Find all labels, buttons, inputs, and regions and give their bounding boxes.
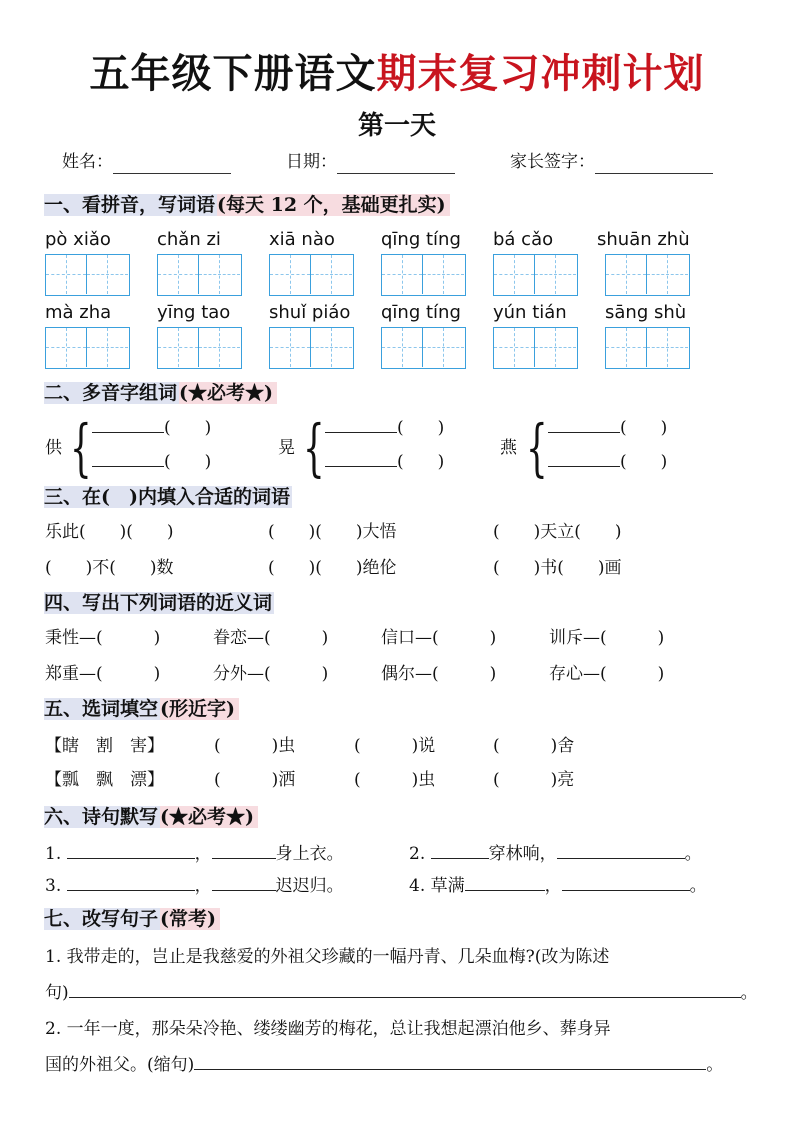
punct: 。 <box>689 876 707 896</box>
section7-heading <box>44 904 220 934</box>
question-tail: 国的外祖父。(缩句) <box>45 1055 195 1075</box>
fill-item[interactable]: ( )舍 <box>493 736 575 756</box>
paren-blank[interactable]: ( ) <box>620 452 668 472</box>
answer-blank[interactable] <box>212 876 276 891</box>
writing-grid[interactable] <box>605 327 690 369</box>
writing-grid[interactable] <box>269 327 354 369</box>
polyphone-row[interactable] <box>548 450 667 474</box>
word-choice-set: 【瞎 割 害】 <box>45 736 164 756</box>
writing-grid[interactable] <box>45 327 130 369</box>
idiom-item[interactable]: ( )不( )数 <box>45 558 174 578</box>
title-black: 五年级下册语文 <box>89 50 377 97</box>
idiom-item[interactable]: ( )( )大悟 <box>268 522 397 542</box>
section2-title: 二、多音字组词 <box>44 382 178 404</box>
answer-blank[interactable] <box>548 452 620 467</box>
poem-line-3[interactable] <box>45 874 344 898</box>
paren-blank[interactable]: ( ) <box>164 418 212 438</box>
synonym-item[interactable]: 偶尔—( ) <box>381 664 497 684</box>
answer-blank[interactable] <box>465 876 545 891</box>
polyphone-row[interactable] <box>325 450 444 474</box>
section7-note: (常考) <box>160 908 220 930</box>
synonym-item[interactable]: 郑重—( ) <box>45 664 161 684</box>
paren-blank[interactable]: ( ) <box>397 452 445 472</box>
polyphone-row[interactable] <box>548 416 667 440</box>
synonym-item[interactable]: 秉性—( ) <box>45 628 161 648</box>
fill-item[interactable]: ( )说 <box>354 736 436 756</box>
poem-text: 穿林响， <box>488 844 557 864</box>
name-blank[interactable] <box>113 155 231 174</box>
pinyin-1-3: xiā nào <box>269 229 335 250</box>
section1-title: 一、看拼音，写词语 <box>44 194 216 216</box>
section1-note: (每天 12 个，基础更扎实) <box>217 194 450 216</box>
section3-title: 三、在( )内填入合适的词语 <box>44 486 290 508</box>
polyphone-char-1: 供 <box>45 438 62 458</box>
writing-grid[interactable] <box>269 254 354 296</box>
section6-title: 六、诗句默写 <box>44 806 159 828</box>
writing-grid[interactable] <box>157 327 242 369</box>
section5-heading <box>44 694 239 724</box>
poem-text: 迟迟归。 <box>275 876 344 896</box>
section5-title: 五、选词填空 <box>44 698 159 720</box>
poem-line-4[interactable] <box>409 874 707 898</box>
idiom-item[interactable]: ( )书( )画 <box>493 558 622 578</box>
answer-blank[interactable] <box>69 983 741 998</box>
parent-sign-field[interactable] <box>510 150 713 174</box>
section3-heading <box>44 482 292 512</box>
idiom-item[interactable]: ( )( )绝伦 <box>268 558 397 578</box>
polyphone-row[interactable] <box>92 416 211 440</box>
section6-note: (★必考★) <box>160 806 258 828</box>
answer-blank[interactable] <box>67 844 195 859</box>
section5-note: (形近字) <box>160 698 239 720</box>
pinyin-2-2: yīng tao <box>157 302 231 323</box>
punct: 。 <box>706 1055 724 1075</box>
title-red: 期末复习冲刺计划 <box>376 50 705 97</box>
polyphone-char-3: 燕 <box>500 438 517 458</box>
section2-heading <box>44 378 277 408</box>
date-blank[interactable] <box>337 155 455 174</box>
page-title <box>0 48 794 100</box>
item-number: 2. <box>409 844 426 864</box>
poem-text: 身上衣。 <box>275 844 344 864</box>
answer-blank[interactable] <box>212 844 276 859</box>
writing-grid[interactable] <box>381 254 466 296</box>
answer-blank[interactable] <box>557 844 685 859</box>
fill-item[interactable]: ( )虫 <box>354 770 436 790</box>
pinyin-1-2: chǎn zi <box>157 229 221 250</box>
writing-grid[interactable] <box>381 327 466 369</box>
pinyin-1-6: shuān zhù <box>597 229 690 250</box>
paren-blank[interactable]: ( ) <box>164 452 212 472</box>
synonym-item[interactable]: 存心—( ) <box>549 664 665 684</box>
poem-line-2[interactable] <box>409 842 702 866</box>
name-field[interactable] <box>62 150 231 174</box>
poem-line-1[interactable] <box>45 842 344 866</box>
punct: ， <box>194 876 212 896</box>
idiom-item[interactable]: ( )天立( ) <box>493 522 622 542</box>
writing-grid[interactable] <box>157 254 242 296</box>
paren-blank[interactable]: ( ) <box>620 418 668 438</box>
paren-blank[interactable]: ( ) <box>397 418 445 438</box>
answer-blank[interactable] <box>562 876 690 891</box>
rewrite-answer-2[interactable] <box>45 1053 723 1077</box>
pinyin-1-5: bá cǎo <box>493 229 554 250</box>
polyphone-row[interactable] <box>92 450 211 474</box>
date-field[interactable] <box>286 150 455 174</box>
section7-title: 七、改写句子 <box>44 908 159 930</box>
pinyin-1-4: qīng tíng <box>381 229 461 250</box>
date-label: 日期： <box>286 152 337 172</box>
writing-grid[interactable] <box>493 254 578 296</box>
synonym-item[interactable]: 训斥—( ) <box>549 628 665 648</box>
brace-icon: { <box>303 411 325 484</box>
question-tail: 句) <box>45 983 69 1003</box>
synonym-item[interactable]: 眷恋—( ) <box>213 628 329 648</box>
section4-heading <box>44 588 274 618</box>
punct: ， <box>194 844 212 864</box>
answer-blank[interactable] <box>548 418 620 433</box>
answer-blank[interactable] <box>194 1055 706 1070</box>
answer-blank[interactable] <box>325 418 397 433</box>
pinyin-2-1: mà zha <box>45 302 112 323</box>
fill-item[interactable]: ( )虫 <box>214 736 296 756</box>
answer-blank[interactable] <box>92 418 164 433</box>
polyphone-char-2: 晃 <box>278 438 295 458</box>
poem-text: 4. 草满 <box>409 876 465 896</box>
answer-blank[interactable] <box>431 844 489 859</box>
pinyin-1-1: pò xiǎo <box>45 229 111 250</box>
punct: 。 <box>740 983 758 1003</box>
answer-blank[interactable] <box>67 876 195 891</box>
rewrite-question-2: 2. 一年一度，那朵朵冷艳、缕缕幽芳的梅花，总让我想起漂泊他乡、葬身异 <box>45 1019 611 1039</box>
punct: ， <box>544 876 562 896</box>
synonym-item[interactable]: 信口—( ) <box>381 628 497 648</box>
page-subtitle: 第一天 <box>357 111 436 141</box>
writing-grid[interactable] <box>605 254 690 296</box>
punct: 。 <box>684 844 702 864</box>
synonym-item[interactable]: 分外—( ) <box>213 664 329 684</box>
idiom-item[interactable]: 乐此( )( ) <box>45 522 174 542</box>
rewrite-answer-1[interactable] <box>45 981 758 1005</box>
section2-note: (★必考★) <box>179 382 277 404</box>
brace-icon: { <box>70 411 92 484</box>
pinyin-2-4: qīng tíng <box>381 302 461 323</box>
fill-item[interactable]: ( )洒 <box>214 770 296 790</box>
writing-grid[interactable] <box>45 254 130 296</box>
item-number: 1. <box>45 844 62 864</box>
pinyin-2-6: sāng shù <box>605 302 687 323</box>
name-label: 姓名： <box>62 152 113 172</box>
pinyin-2-5: yún tián <box>493 302 567 323</box>
word-choice-set: 【瓢 飘 漂】 <box>45 770 164 790</box>
section4-title: 四、写出下列词语的近义词 <box>44 592 273 614</box>
section1-heading <box>44 190 450 220</box>
section6-heading <box>44 802 258 832</box>
item-number: 3. <box>45 876 62 896</box>
parent-label: 家长签字： <box>510 152 595 172</box>
polyphone-row[interactable] <box>325 416 444 440</box>
pinyin-2-3: shuǐ piáo <box>269 302 351 323</box>
brace-icon: { <box>526 411 548 484</box>
writing-grid[interactable] <box>493 327 578 369</box>
parent-blank[interactable] <box>595 155 713 174</box>
rewrite-question-1: 1. 我带走的，岂止是我慈爱的外祖父珍藏的一幅丹青、几朵血梅?(改为陈述 <box>45 947 610 967</box>
answer-blank[interactable] <box>92 452 164 467</box>
fill-item[interactable]: ( )亮 <box>493 770 575 790</box>
answer-blank[interactable] <box>325 452 397 467</box>
